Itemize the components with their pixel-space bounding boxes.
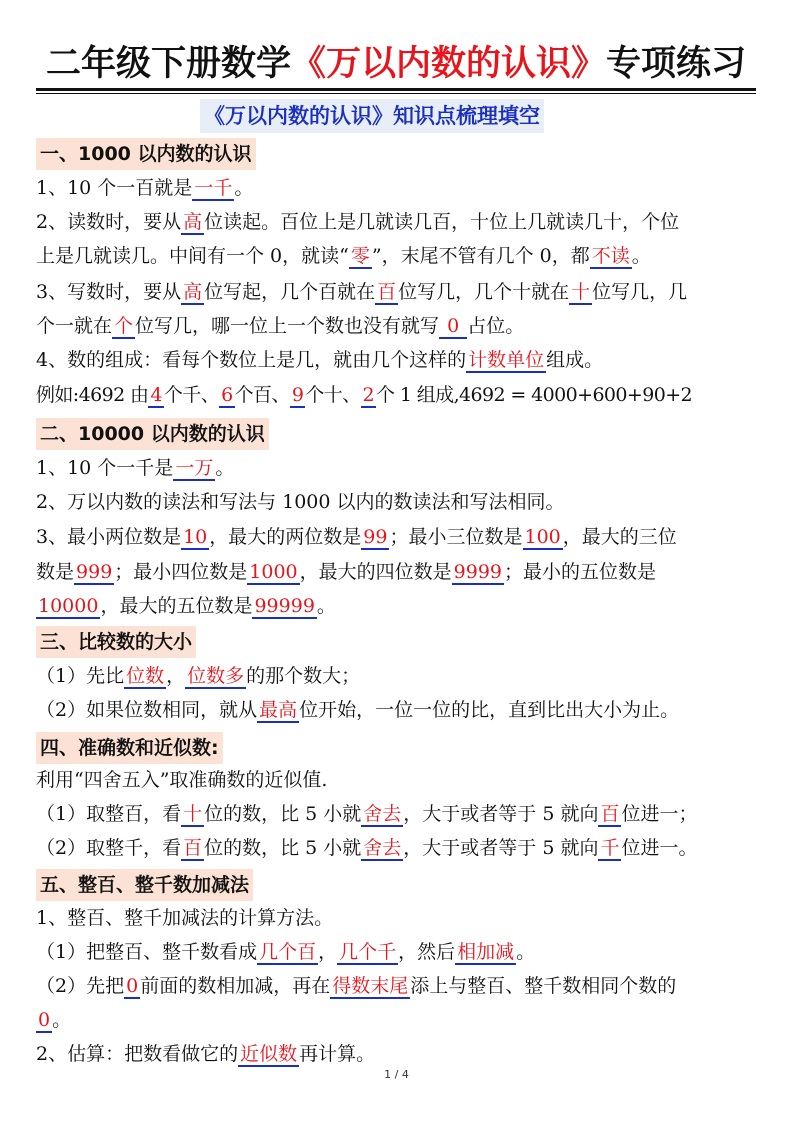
answer-blank: 计数单位 <box>468 349 545 371</box>
text-line: （1）先比 位数 ， 位数多 的那个数大； <box>36 665 361 687</box>
page-number: 1 / 4 <box>384 1068 409 1081</box>
section-heading-3: 三、比较数的大小 <box>36 626 196 658</box>
answer-blank: 零 <box>350 245 370 267</box>
text-line: 例如:4692 由 4 个千、 6 个百、 9 个十、 2 个 1 组成,4692 = 4000+600+90+2 <box>36 384 693 406</box>
answer-blank: 最高 <box>259 699 298 721</box>
answer-blank: 100 <box>524 526 561 548</box>
answer-blank: 舍去 <box>363 837 402 859</box>
text-line: 个一就在 个 位写几，哪一位上一个数也没有就写 0 占位。 <box>36 315 525 337</box>
text-line: 3、最小两位数是 10 ，最大的两位数是 99 ；最小三位数是 100 ，最大的三位 <box>36 526 677 548</box>
answer-blank: 百 <box>377 281 397 303</box>
answer-blank: 4 <box>150 384 162 406</box>
answer-blank: 高 <box>183 281 203 303</box>
text-line: （2）先把 0 前面的数相加减，再在 得数末尾 添上与整百、整千数相同个数的 <box>36 975 677 997</box>
text-line: （2）取整千，看 百 位的数，比 5 小就 舍去 ，大于或者等于 5 就向 千 位进一。 <box>36 837 698 859</box>
answer-blank: 9999 <box>453 561 503 583</box>
answer-blank: 6 <box>221 384 233 406</box>
answer-blank: 位数 <box>126 665 165 687</box>
text-line: 1、10 个一百就是 一千 。 <box>36 177 254 199</box>
text-line: 2、估算：把数看做它的 近似数 再计算。 <box>36 1043 376 1065</box>
answer-blank: 近似数 <box>240 1043 298 1065</box>
answer-blank: 不读 <box>591 245 630 267</box>
title-highlight: 《万以内数的认识》 <box>290 44 606 84</box>
answer-blank: 1000 <box>249 561 298 583</box>
text-line: 1、整百、整千加减法的计算方法。 <box>36 907 334 929</box>
text-line: （1）把整百、整千数看成 几个百 ， 几个千 ，然后 相加减 。 <box>36 941 536 963</box>
subtitle: 《万以内数的认识》知识点梳理填空 <box>200 99 544 133</box>
text-line: 1、10 个一千是 一万 。 <box>36 457 235 479</box>
text-line: 4、数的组成：看每个数位上是几，就由几个这样的 计数单位 组成。 <box>36 349 604 371</box>
answer-blank: 2 <box>362 384 375 406</box>
text-line: （2）如果位数相同，就从 最高 位开始，一位一位的比，直到比出大小为止。 <box>36 699 680 721</box>
answer-blank: 舍去 <box>363 803 402 825</box>
answer-blank: 十 <box>183 803 203 825</box>
title-rule-thin <box>36 93 756 94</box>
text-line: 数是 999 ；最小四位数是 1000 ，最大的四位数是 9999 ；最小的五位数是 <box>36 561 657 583</box>
title-suffix: 专项练习 <box>606 44 747 84</box>
text-line: 2、万以内数的读法和写法与 1000 以内的数读法和写法相同。 <box>36 491 565 513</box>
answer-blank: 10 <box>183 526 208 548</box>
section-heading-2: 二、10000 以内数的认识 <box>36 418 269 450</box>
text-line: 3、写数时，要从 高 位写起，几个百就在 百 位写几，几个十就在 十 位写几，几 <box>36 281 688 303</box>
answer-blank: 0 <box>441 315 466 337</box>
answer-blank: 得数末尾 <box>332 975 409 997</box>
answer-blank: 百 <box>600 803 620 825</box>
section-heading-4: 四、准确数和近似数: <box>36 732 223 764</box>
answer-blank: 千 <box>600 837 620 859</box>
document-title <box>36 40 756 88</box>
section-heading-1: 一、1000 以内数的认识 <box>36 138 256 170</box>
answer-blank: 10000 <box>38 595 99 617</box>
answer-blank: 9 <box>291 384 304 406</box>
text-line: 利用“四舍五入”取准确数的近似值. <box>36 769 328 791</box>
answer-blank: 位数多 <box>187 665 245 687</box>
answer-blank: 相加减 <box>457 941 515 963</box>
answer-blank: 个 <box>114 315 134 337</box>
text-line: 2、读数时，要从 高 位读起。百位上是几就读几百，十位上几就读几十，个位 <box>36 211 680 233</box>
text-line: 0 。 <box>38 1009 72 1031</box>
answer-blank: 百 <box>183 837 203 859</box>
answer-blank: 一千 <box>194 177 233 199</box>
answer-blank: 高 <box>183 211 203 233</box>
text-line: 上是几就读几。中间有一个 0，就读“ 零 ”，末尾不管有几个 0，都 不读 。 <box>36 245 651 267</box>
answer-blank: 一万 <box>175 457 214 479</box>
answer-blank: 几个千 <box>339 941 397 963</box>
title-rule-thick <box>36 88 756 91</box>
answer-blank: 99 <box>363 526 388 548</box>
answer-blank: 99999 <box>254 595 315 617</box>
answer-blank: 999 <box>76 561 113 583</box>
answer-blank: 0 <box>126 975 139 997</box>
text-line: 10000 ，最大的五位数是 99999 。 <box>38 595 336 617</box>
text-line: （1）取整百，看 十 位的数，比 5 小就 舍去 ，大于或者等于 5 就向 百 位进一； <box>36 803 698 825</box>
section-heading-5: 五、整百、整千数加减法 <box>36 869 253 901</box>
title-prefix: 二年级下册数学 <box>45 44 291 84</box>
answer-blank: 几个百 <box>259 941 317 963</box>
answer-blank: 0 <box>38 1009 51 1031</box>
answer-blank: 十 <box>571 281 591 303</box>
